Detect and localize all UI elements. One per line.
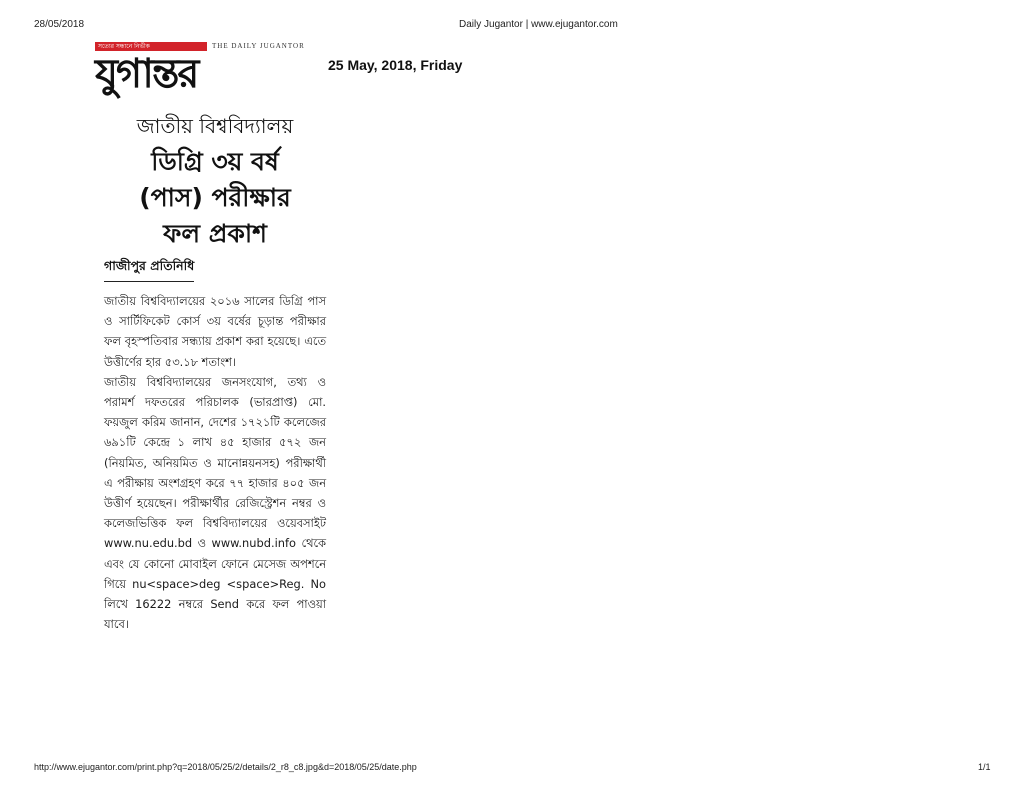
issue-date: 25 May, 2018, Friday [328, 57, 463, 73]
newspaper-masthead [95, 42, 310, 98]
article-paragraph: জাতীয় বিশ্ববিদ্যালয়ের জনসংযোগ, তথ্য ও পরামর্শ দফতরের পরিচালক (ভারপ্রাপ্ত) মো. ফয়জুল করিম জানান, দেশের ১৭২১টি কলেজের ৬৯১টি কেন্দ্রে ১ লাখ ৪৫ হাজার ৫৭২ জন (নিয়মিত, অনিয়মিত ও মানোন্নয়নসহ) পরীক্ষার্থী এ পরীক্ষায় অংশগ্রহণ করে ৭৭ হাজার ৪০৫ জন উত্তীর্ণ হয়েছেন। পরীক্ষার্থীর রেজিস্ট্রেশন নম্বর ও কলেজভিত্তিক ফল বিশ্ববিদ্যালয়ের ওয়েবসাইট www.nu.edu.bd ও www.nubd.info থেকে এবং যে কোনো মোবাইল ফোনে মেসেজ অপশনে গিয়ে nu<space>deg <space>Reg. No লিখে 16222 নম্বরে Send করে ফল পাওয়া যাবে। [104, 374, 326, 632]
masthead-english-name: THE DAILY JUGANTOR [212, 42, 305, 50]
headline-line: (পাস) পরীক্ষার [139, 183, 291, 212]
print-date: 28/05/2018 [34, 19, 85, 30]
newspaper-logo: যুগান্তর [95, 51, 198, 97]
page-count: 1/1 [978, 762, 991, 772]
byline: গাজীপুর প্রতিনিধি [104, 258, 194, 282]
headline-line: ফল প্রকাশ [163, 219, 267, 248]
article-paragraph: জাতীয় বিশ্ববিদ্যালয়ের ২০১৬ সালের ডিগ্রি পাস ও সার্টিফিকেট কোর্স ৩য় বর্ষের চূড়ান্ত পরীক্ষার ফল বৃহস্পতিবার সন্ধ্যায় প্রকাশ করা হয়েছে। এতে উত্তীর্ণের হার ৫৩.১৮ শতাংশ। [104, 294, 326, 369]
headline-kicker: জাতীয় বিশ্ববিদ্যালয় [136, 114, 294, 138]
masthead-tagline: সত্যের সন্ধানে নির্ভীক [95, 42, 207, 51]
headline-line: ডিগ্রি ৩য় বর্ষ [151, 147, 279, 176]
article-body [104, 291, 326, 634]
print-page-title: Daily Jugantor | www.ejugantor.com [459, 19, 618, 30]
news-article [104, 108, 326, 634]
print-url: http://www.ejugantor.com/print.php?q=2018/05/25/2/details/2_r8_c8.jpg&d=2018/05/25/date.php [34, 762, 417, 772]
